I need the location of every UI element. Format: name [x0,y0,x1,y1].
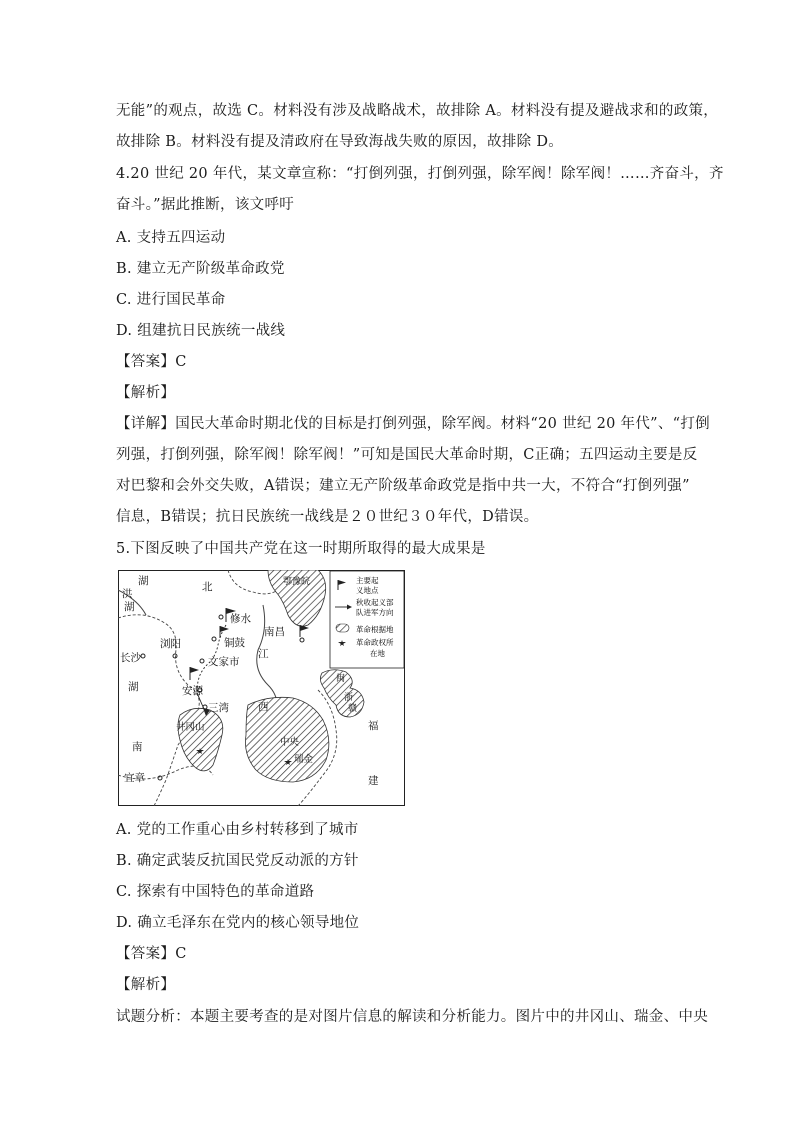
place-label: 南昌 [264,626,285,638]
question-4-stem: 4.20 世纪 20 年代，某文章宣称：“打倒列强，打倒列强，除军阀！除军阀！……齐奋斗，齐 [116,166,724,182]
map-legend [330,571,404,668]
legend-label: 队进军方向 [356,608,394,617]
legend-label: 秋收起义部 [356,598,394,607]
question-5-option-d: D. 确立毛泽东在党内的核心领导地位 [116,915,360,931]
question-4-detail: 信息，B错误；抗日民族统一战线是２０世纪３０年代，D错误。 [116,509,539,525]
place-label: 长沙 [120,652,141,664]
question-4-detail: 【详解】国民大革命时期北伐的目标是打倒列强，除军阀。材料“20 世纪 20 年代”、“打倒 [116,416,710,432]
place-label: 北 [202,581,213,593]
place-label: 浙 [344,693,354,703]
question-5-stem: 5.下图反映了中国共产党在这一时期所取得的最大成果是 [116,541,486,557]
question-4-option-c: C. 进行国民革命 [116,292,226,308]
place-label: 浏阳 [160,638,181,650]
place-label: 井冈山 [176,722,205,733]
place-label: 湖 [138,575,149,587]
place-label: 福 [368,720,379,732]
question-4-detail: 列强，打倒列强，除军阀！除军阀！”可知是国民大革命时期，C正确；五四运动主要是反 [116,447,698,463]
question-5-answer: 【答案】C [116,946,187,962]
text-line: 故排除 B。材料没有提及清政府在导致海战失败的原因，故排除 D。 [116,134,564,150]
place-label: 铜鼓 [224,637,245,649]
place-label: 赣 [348,704,358,714]
question-4-detail: 对巴黎和会外交失败，A错误；建立无产阶级革命政党是指中共一大，不符合“打倒列强” [116,478,690,494]
place-label: 湖 [128,681,139,693]
question-4-answer: 【答案】C [116,354,187,370]
question-4-stem: 奋斗。”据此推断，该文呼吁 [116,197,295,213]
legend-label: 革命政权所 [356,638,394,647]
legend-label: 主要起 [356,576,379,585]
place-label: 江 [258,648,269,660]
place-label: 文家市 [208,656,240,668]
question-4-analysis-label: 【解析】 [116,385,176,401]
place-label: 鄂豫皖 [283,577,311,587]
question-4-option-b: B. 建立无产阶级革命政党 [116,261,285,277]
question-4-option-a: A. 支持五四运动 [116,230,226,246]
place-label: 中央 [280,737,300,748]
question-4-option-d: D. 组建抗日民族统一战线 [116,323,286,339]
place-label: 修水 [230,613,251,625]
legend-label: 在地 [370,649,385,658]
place-label: 洪 [122,588,133,600]
place-label: 湖 [124,601,135,613]
place-label: 南 [132,741,143,753]
question-5-option-c: C. 探索有中国特色的革命道路 [116,884,315,900]
place-label: 宜章 [124,772,145,784]
question-5-detail: 试题分析：本题主要考查的是对图片信息的解读和分析能力。图片中的井冈山、瑞金、中央 [116,1009,708,1025]
place-label: 建 [368,775,379,787]
question-5-analysis-label: 【解析】 [116,977,176,993]
place-label: 三湾 [208,702,229,714]
place-label: 安源 [182,685,203,697]
place-label: 闽 [336,674,346,684]
text-line: 无能”的观点，故选 C。材料没有涉及战略战术，故排除 A。材料没有提及避战求和的政策， [116,103,719,119]
legend-label: 义地点 [356,586,379,595]
place-label: 西 [258,701,269,713]
place-label: 瑞金 [294,754,314,765]
question-5-option-b: B. 确定武装反抗国民党反动派的方针 [116,853,359,869]
legend-label: 革命根据地 [356,625,394,634]
question-5-option-a: A. 党的工作重心由乡村转移到了城市 [116,822,359,838]
revolution-base-map [118,570,405,806]
